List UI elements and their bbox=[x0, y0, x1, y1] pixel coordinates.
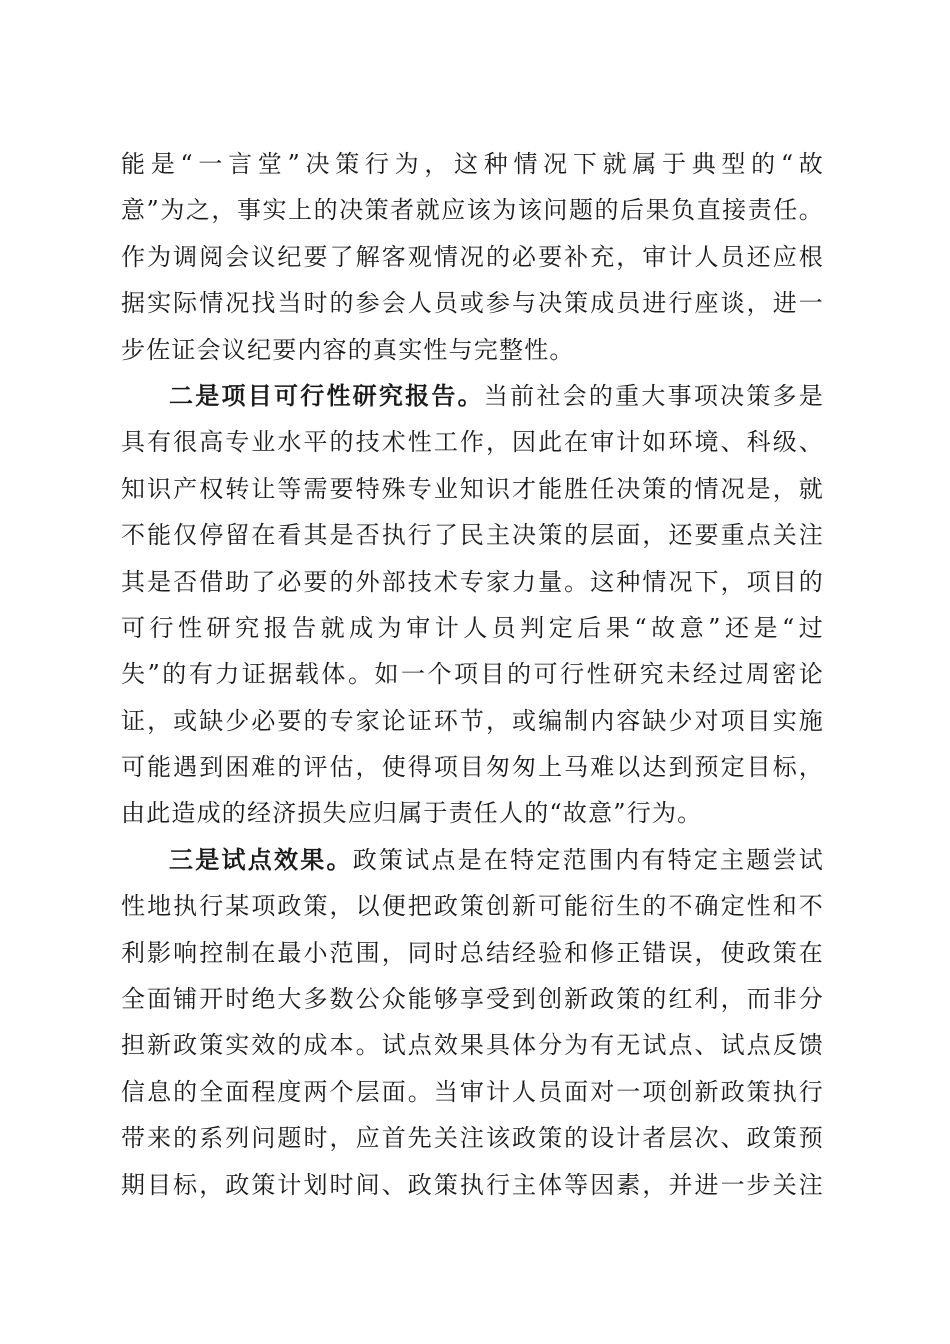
text-line: 由此造成的经济损失应归属于责任人的“故意”行为。 bbox=[121, 799, 703, 828]
text-line: 利影响控制在最小范围，同时总结经验和修正错误，使政策在 bbox=[121, 938, 824, 967]
paragraph-lead-heading: 二是项目可行性研究报告。 bbox=[169, 380, 484, 410]
text-segment: 政策试点是在特定范围内有特定主题尝试 bbox=[352, 845, 824, 874]
text-line: 可行性研究报告就成为审计人员判定后果“故意”还是“过 bbox=[121, 613, 824, 642]
text-line: 带来的系列问题时，应首先关注该政策的设计者层次、政策预 bbox=[121, 1124, 824, 1153]
text-line: 担新政策实效的成本。试点效果具体分为有无试点、试点反馈 bbox=[121, 1031, 824, 1060]
text-line: 具有很高专业水平的技术性工作，因此在审计如环境、科级、 bbox=[121, 428, 824, 457]
text-line: 证，或缺少必要的专家论证环节，或编制内容缺少对项目实施 bbox=[121, 706, 824, 735]
text-line: 作为调阅会议纪要了解客观情况的必要补充，审计人员还应根 bbox=[121, 242, 824, 271]
paragraph-lead-heading: 三是试点效果。 bbox=[169, 844, 353, 874]
text-line: 其是否借助了必要的外部技术专家力量。这种情况下，项目的 bbox=[121, 567, 824, 596]
paragraph-3 bbox=[121, 837, 824, 1208]
text-line: 期目标，政策计划时间、政策执行主体等因素，并进一步关注 bbox=[121, 1170, 824, 1199]
text-line: 性地执行某项政策，以便把政策创新可能衍生的不确定性和不 bbox=[121, 892, 824, 921]
text-line: 据实际情况找当时的参会人员或参与决策成员进行座谈，进一 bbox=[121, 289, 824, 318]
paragraph-1 bbox=[121, 141, 824, 373]
text-line: 知识产权转让等需要特殊专业知识才能胜任决策的情况是，就 bbox=[121, 474, 824, 503]
text-segment: 当前社会的重大事项决策多是 bbox=[483, 381, 824, 410]
text-line: 可能遇到困难的评估，使得项目匆匆上马难以达到预定目标， bbox=[121, 753, 824, 782]
text-line: 失”的有力证据载体。如一个项目的可行性研究未经过周密论 bbox=[121, 660, 824, 689]
text-line: 不能仅停留在看其是否执行了民主决策的层面，还要重点关注 bbox=[121, 521, 824, 550]
text-line: 全面铺开时绝大多数公众能够享受到创新政策的红利，而非分 bbox=[121, 985, 824, 1014]
text-line: 步佐证会议纪要内容的真实性与完整性。 bbox=[121, 335, 575, 364]
text-line-first bbox=[121, 373, 824, 419]
text-line: 信息的全面程度两个层面。当审计人员面对一项创新政策执行 bbox=[121, 1077, 824, 1106]
text-line: 能是“一言堂”决策行为，这种情况下就属于典型的“故 bbox=[121, 150, 824, 178]
body-text bbox=[121, 141, 824, 1208]
text-line-first bbox=[121, 837, 824, 883]
text-line: 意”为之，事实上的决策者就应该为该问题的后果负直接责任。 bbox=[121, 196, 824, 225]
paragraph-2 bbox=[121, 373, 824, 837]
